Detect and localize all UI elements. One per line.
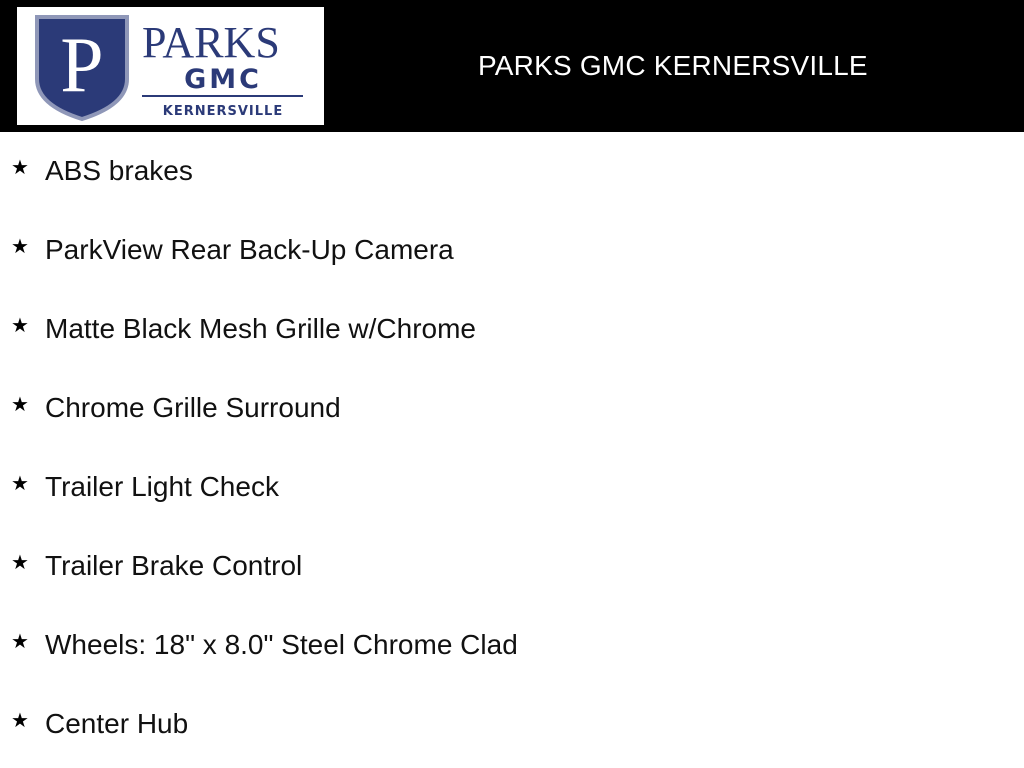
feature-item	[0, 685, 1024, 764]
feature-item	[0, 369, 1024, 448]
feature-label: Center Hub	[45, 708, 189, 739]
star-icon: ★	[11, 631, 29, 653]
feature-item	[0, 527, 1024, 606]
feature-label: Wheels: 18" x 8.0" Steel Chrome Clad	[45, 629, 518, 660]
logo-initial: P	[60, 21, 104, 108]
dealer-logo	[17, 7, 324, 125]
logo-make: GMC	[184, 64, 262, 95]
feature-label: Chrome Grille Surround	[45, 392, 341, 423]
dealer-header	[0, 0, 1024, 132]
logo-brand: PARKS	[142, 18, 280, 67]
star-icon: ★	[11, 157, 29, 179]
star-icon: ★	[11, 315, 29, 337]
feature-item	[0, 211, 1024, 290]
feature-item	[0, 448, 1024, 527]
dealer-title: PARKS GMC KERNERSVILLE	[478, 50, 868, 81]
feature-item	[0, 290, 1024, 369]
feature-label: ParkView Rear Back-Up Camera	[45, 234, 454, 265]
feature-item	[0, 132, 1024, 211]
feature-list	[0, 132, 1024, 764]
star-icon: ★	[11, 236, 29, 258]
star-icon: ★	[11, 394, 29, 416]
logo-location: KERNERSVILLE	[162, 104, 284, 119]
feature-label: Trailer Brake Control	[45, 550, 303, 581]
star-icon: ★	[11, 473, 29, 495]
feature-label: Matte Black Mesh Grille w/Chrome	[45, 313, 477, 344]
star-icon: ★	[11, 552, 29, 574]
star-icon: ★	[11, 710, 29, 732]
feature-item	[0, 606, 1024, 685]
feature-label: ABS brakes	[45, 155, 193, 186]
feature-label: Trailer Light Check	[45, 471, 279, 502]
